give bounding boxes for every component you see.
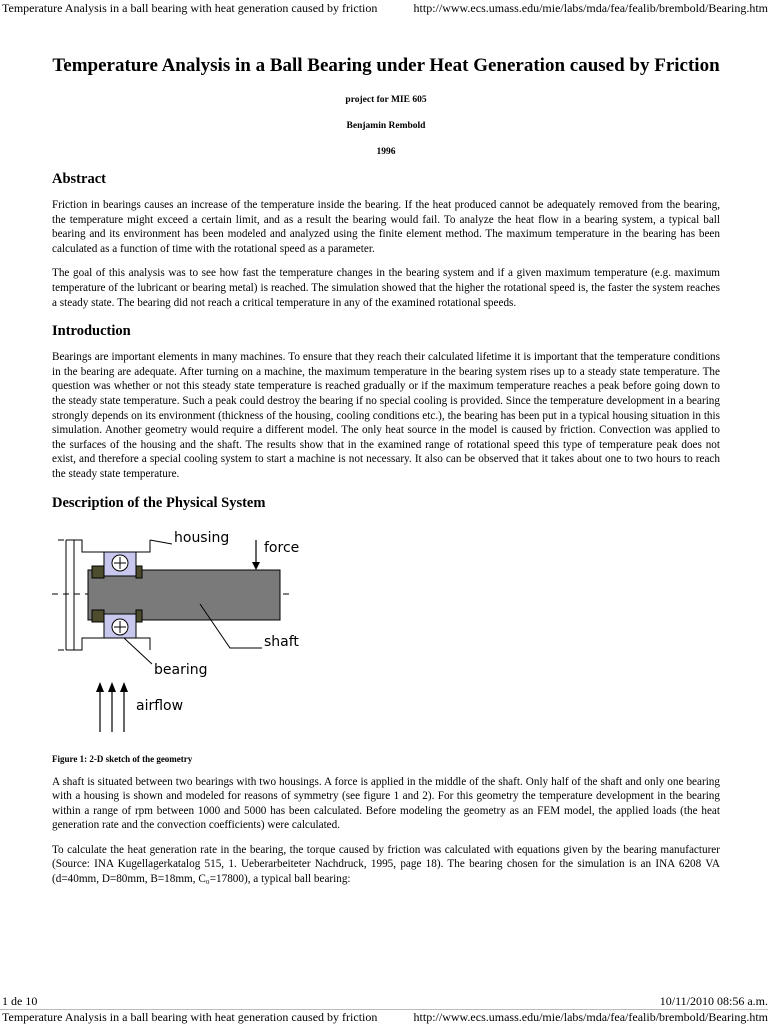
physical-system-paragraph-2: To calculate the heat generation rate in the bearing, the torque caused by friction was calculated with equations given by the bearing manufacturer (Source: INA Kugellagerkatalog 515, 1. Ueberarbeiteter Nachdruck, 1995, page 18). The bearing chosen for the simulation is an INA 6208 VA (d=40mm, D=80mm, B=18mm, C₀=17800), a typical ball bearing:: [52, 843, 720, 886]
physical-system-heading: Description of the Physical System: [52, 494, 266, 511]
document-body: [52, 40, 720, 887]
header-page-title: Temperature Analysis in a ball bearing with heat generation caused by friction: [2, 1, 378, 15]
introduction-heading: Introduction: [52, 323, 131, 340]
abstract-paragraph-2: The goal of this analysis was to see how fast the temperature changes in the bearing system and if a given maximum temperature (e.g. maximum temperature of the lubricant or bearing metal) is reached. The simulation showed that the higher the rotational speed is, the faster the system reaches a steady state. The bearing did not reach a critical temperature in any of the examined rotational speeds.: [52, 267, 720, 309]
bearing-label: bearing: [154, 661, 208, 678]
abstract-paragraph-1: Friction in bearings causes an increase of the temperature inside the bearing. If the heat produced cannot be adequately removed from the bearing, the temperature might exceed a certain limit, and as a result the bearing would fail. To analyze the heat flow in a bearing system, a typical ball bearing and its environment has been modeled and analyzed using the finite element method. The maximum temperature in the bearing has been calculated as a function of time with the rotational speed as a parameter.: [52, 199, 720, 255]
author-line: Benjamin Rembold: [346, 121, 426, 131]
year-line: 1996: [376, 147, 396, 157]
next-header-url: http://www.ecs.umass.edu/mie/labs/mda/fea/fealib/brembold/Bearing.htm: [413, 1010, 768, 1024]
abstract-heading: Abstract: [52, 171, 106, 187]
project-line: project for MIE 605: [345, 95, 427, 105]
airflow-label: airflow: [136, 697, 184, 714]
introduction-paragraph: Bearings are important elements in many machines. To ensure that they reach their calculated lifetime it is important that the temperature conditions in the bearing are adequate. After turning on a machine, the maximum temperature in the bearing system rises up to a steady state temperature. The question was whether or not this steady state temperature is reached gradually or if the maximum temperature reaches a peak before going down to the steady state temperature. Such a peak could destroy the bearing if no special cooling is provided. Since the temperature development in a bearing strongly depends on its environment (thickness of the housing, cooling conditions etc.), the bearing has been put in a typical housing situation in this simulation. Another geometry would require a different model. The only heat source in the model is caused by friction. Convection was applied to the surfaces of the housing and the shaft. The results show that in the examined range of rotational speed this type of temperature peak does not exist, and therefore a special cooling system to start a machine is not necessary. It also can be observed that it takes about one to two hours to reach the steady state temperature.: [52, 351, 720, 480]
footer-datetime: 10/11/2010 08:56 a.m.: [659, 994, 768, 1008]
physical-system-paragraph-1: A shaft is situated between two bearings with two housings. A force is applied in the middle of the shaft. Only half of the shaft and only one bearing with a housing is shown and modeled for reasons of symmetry (see figure 1 and 2). For this geometry the temperature development in the bearing within a range of rpm between 1000 and 5000 has been calculated. Before modeling the geometry as an FEM model, the applied loads (the heat generation rate and the convection coefficients) were calculated.: [52, 775, 720, 832]
next-header-title: Temperature Analysis in a ball bearing with heat generation caused by friction: [2, 1010, 378, 1024]
figure-caption: Figure 1: 2-D sketch of the geometry: [52, 753, 193, 764]
force-label: force: [264, 539, 300, 556]
housing-label: housing: [174, 529, 230, 546]
header-url: http://www.ecs.umass.edu/mie/labs/mda/fea/fealib/brembold/Bearing.htm: [413, 1, 768, 15]
shaft-label: shaft: [264, 633, 299, 650]
footer-page-number: 1 de 10: [2, 994, 38, 1008]
geometry-figure: [52, 522, 312, 742]
document-title: Temperature Analysis in a Ball Bearing under Heat Generation caused by Friction: [52, 55, 720, 76]
